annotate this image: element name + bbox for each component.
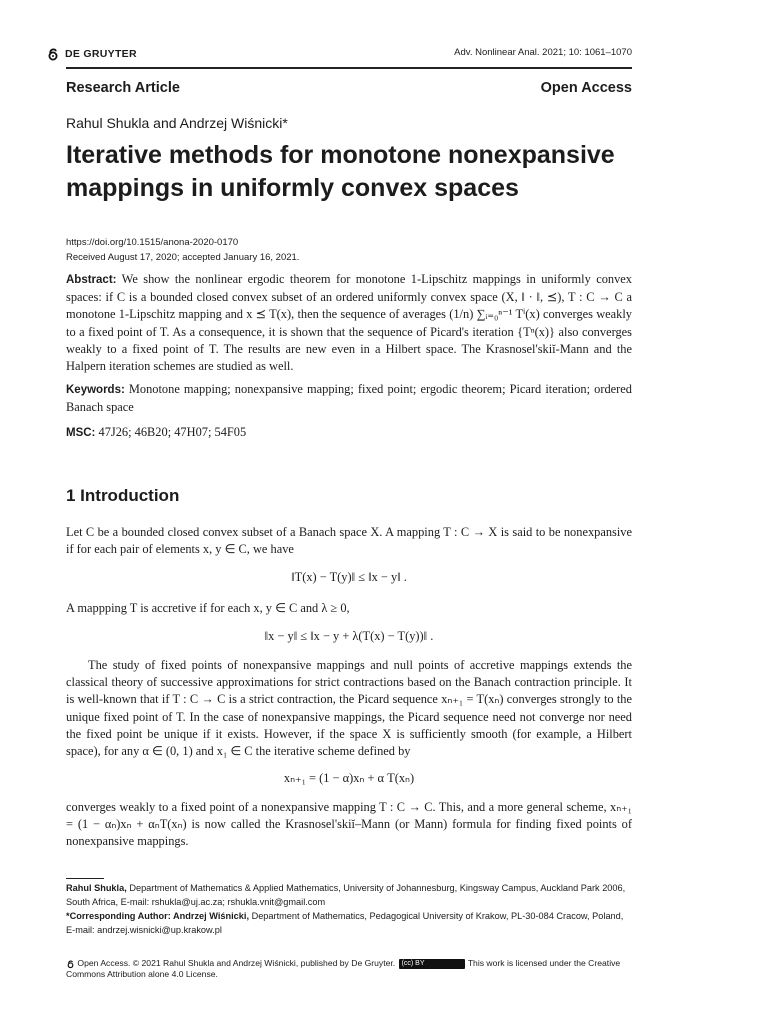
body-paragraph: The study of fixed points of nonexpansive mappings and null points of accretive mappings extends the classical theory of successive approximations for strict contractions based on the Banach contraction principle. It is well-known that if T : C → C is a strict contraction, the Picard sequence xₙ₊₁ = T(xₙ) converges strongly to the unique fixed point of T. In the case of nonexpansive mappings, the Picard sequence need not converge nor need the fixed point be unique if it exists. However, if the space X is sufficiently smooth (for example, a Hilbert space), for any α ∈ (0, 1) and x₁ ∈ C the iterative scheme defined by — [66, 658, 632, 759]
equation: ‖T(x) − T(y)‖ ≤ ‖x − y‖ . — [291, 570, 407, 584]
publisher-name: DE GRUYTER — [65, 48, 137, 60]
footnotes — [66, 881, 632, 937]
footnote-author1-text: Department of Mathematics & Applied Mathematics, University of Johannesburg, Kingsway Campus, Auckland Park 2006, South Africa, E-mail: rshukla@uj.ac.za; rshukla.vnit@gmail.com — [66, 883, 626, 907]
footnote-rule — [66, 878, 104, 879]
open-access-icon — [46, 47, 60, 61]
equation: xₙ₊₁ = (1 − α)xₙ + α T(xₙ) — [283, 771, 415, 785]
open-access-icon — [66, 959, 75, 969]
header-rule — [66, 67, 632, 69]
msc-codes — [66, 424, 632, 442]
open-access-label: Open Access — [540, 80, 632, 96]
footnote-author2-name: *Corresponding Author: Andrzej Wiśnicki, — [66, 911, 249, 921]
body-paragraph: converges weakly to a fixed point of a nonexpansive mapping T : C → C. This, and a more general scheme, xₙ₊₁ = (1 − αₙ)xₙ + αₙT(xₙ) is now called the Krasnosel'skiĭ–Mann (or Mann) formula for finding fixed points of nonexpansive mappings. — [66, 800, 632, 849]
keywords-text: Monotone mapping; nonexpansive mapping; fixed point; ergodic theorem; Picard iteration; ordered Banach space — [66, 382, 632, 415]
article-type: Research Article — [66, 80, 180, 96]
license-text-after: This work is licensed under the Creative Commons Attribution alone 4.0 License. — [66, 958, 621, 979]
body-paragraph: Let C be a bounded closed convex subset of a Banach space X. A mapping T : C → X is said to be nonexpansive if for each pair of elements x, y ∈ C, we have — [66, 525, 632, 557]
body-paragraph: A mappping T is accretive if for each x, y ∈ C and λ ≥ 0, — [66, 601, 350, 615]
msc-text: 47J26; 46B20; 47H07; 54F05 — [98, 425, 247, 439]
article-meta — [66, 235, 299, 265]
abstract-label: Abstract: — [66, 274, 117, 286]
section-heading: 1 Introduction — [66, 486, 180, 505]
footnote-author2 — [66, 909, 632, 937]
doi-link[interactable]: https://doi.org/10.1515/anona-2020-0170 — [66, 237, 239, 248]
abstract — [66, 271, 632, 375]
cc-by-badge[interactable]: (cc) BY — [399, 959, 465, 969]
equation: ‖x − y‖ ≤ ‖x − y + λ(T(x) − T(y))‖ . — [264, 629, 434, 643]
page-header — [46, 44, 632, 66]
paper-title: Iterative methods for monotone nonexpansive mappings in uniformly convex spaces — [66, 141, 615, 202]
received-dates: Received August 17, 2020; accepted January 16, 2021. — [66, 252, 300, 263]
license-text-before: Open Access. © 2021 Rahul Shukla and Andrzej Wiśnicki, published by De Gruyter. — [77, 958, 396, 968]
journal-reference: Adv. Nonlinear Anal. 2021; 10: 1061–1070 — [454, 47, 632, 58]
footnote-author1-name: Rahul Shukla, — [66, 883, 127, 893]
publisher-logo — [46, 47, 137, 61]
footnote-author1 — [66, 881, 632, 909]
license-line — [66, 958, 632, 980]
author-list: Rahul Shukla and Andrzej Wiśnicki* — [66, 115, 288, 131]
msc-label: MSC: — [66, 427, 96, 439]
abstract-text: We show the nonlinear ergodic theorem for monotone 1-Lipschitz mappings in uniformly convex spaces: if C is a bounded closed convex subset of an ordered uniformly convex space (X, ‖ · ‖, ⪯), T : C → C a monotone 1-Lipschitz mapping and x ⪯ T(x), then the sequence of averages (1/n) ∑ᵢ₌₀ⁿ⁻¹ Tⁱ(x) converges weakly to a fixed point of T. As a consequence, it is shown that the sequence of Picard's iteration {Tⁿ(x)} also converges weakly to a fixed point of T. The results are new even in a Hilbert space. The Krasnosel'skiĭ-Mann and the Halpern iteration schemes are studied as well. — [66, 272, 632, 374]
footnote-author2-text: Department of Mathematics, Pedagogical University of Krakow, PL-30-084 Cracow, Poland, E-mail: andrzej.wisnicki@up.krakow.pl — [66, 911, 624, 935]
keywords — [66, 381, 632, 416]
keywords-label: Keywords: — [66, 384, 125, 396]
